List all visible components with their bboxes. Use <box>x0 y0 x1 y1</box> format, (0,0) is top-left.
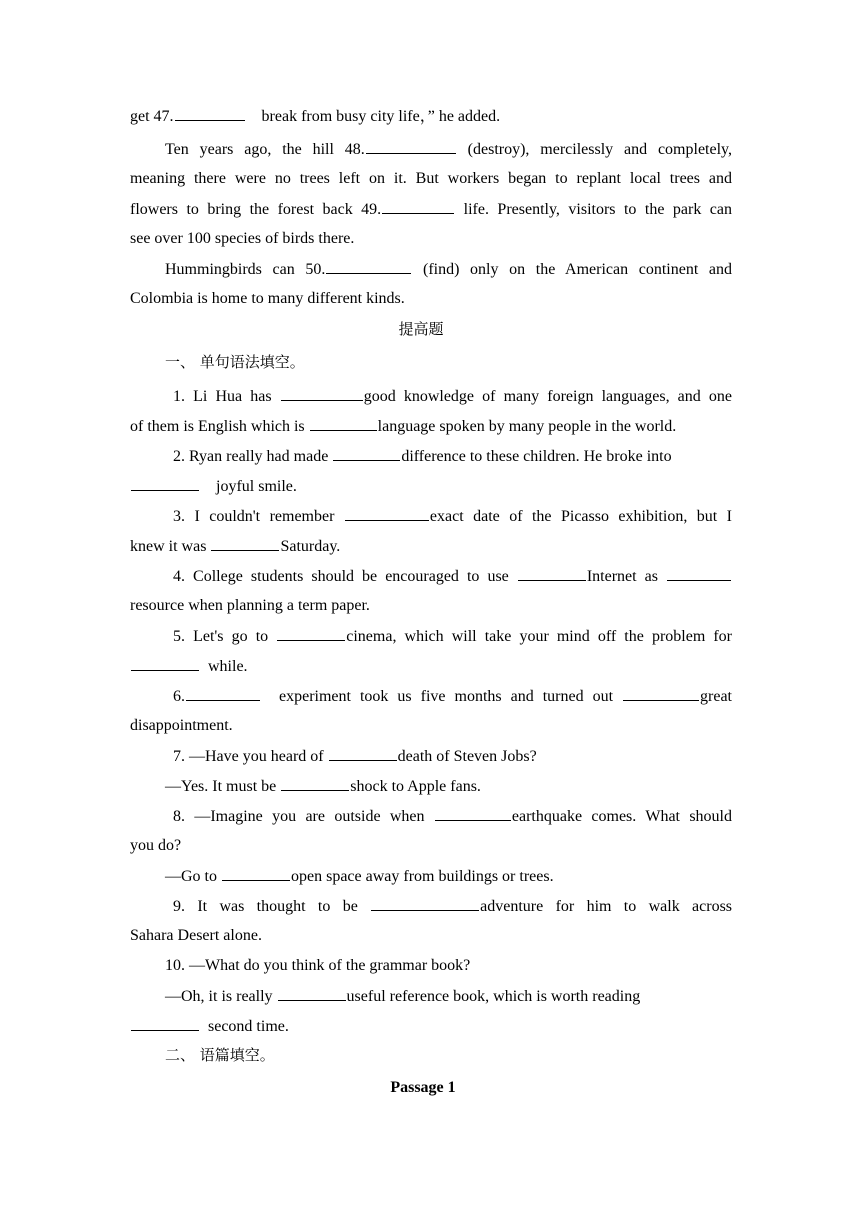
text-line: Colombia is home to many different kinds. <box>130 290 405 307</box>
fill-blank[interactable] <box>333 446 400 461</box>
question-7 <box>130 746 775 767</box>
question-9 <box>130 896 732 917</box>
text: 5. Let's go to <box>173 628 269 645</box>
fill-blank[interactable] <box>131 656 199 671</box>
fill-blank[interactable] <box>371 896 479 911</box>
text-line: meaning there were no trees left on it. But workers began to replant local trees and <box>130 170 732 187</box>
text: earthquake comes. What should <box>511 808 733 825</box>
question-5 <box>130 626 732 647</box>
text: great <box>700 688 732 705</box>
question-9-cont: Sahara Desert alone. <box>130 927 262 944</box>
fill-blank[interactable] <box>310 416 377 431</box>
fill-blank[interactable] <box>281 776 349 791</box>
fill-blank[interactable] <box>222 866 290 881</box>
text: shock to Apple fans. <box>350 778 481 795</box>
question-7-cont <box>130 776 767 797</box>
text: of them is English which is <box>130 418 305 435</box>
fill-blank[interactable] <box>435 806 511 821</box>
text: 3. I couldn't remember <box>173 508 335 525</box>
passage-title: Passage 1 <box>390 1079 456 1096</box>
question-5-cont <box>130 656 732 677</box>
text-line <box>130 139 732 160</box>
text: 6. <box>173 688 185 705</box>
text: Internet as <box>586 568 658 585</box>
text: (destroy), mercilessly and completely, <box>467 141 733 158</box>
text: 2. Ryan really had made <box>173 448 329 465</box>
question-1 <box>130 386 732 407</box>
text: exact date of the Picasso exhibition, but I <box>429 508 733 525</box>
question-3-cont <box>130 536 732 557</box>
fill-blank[interactable] <box>329 746 397 761</box>
section-title: 二、 语篇填空。 <box>165 1046 275 1064</box>
text: death of Steven Jobs? <box>397 748 537 765</box>
fill-blank[interactable] <box>667 566 731 581</box>
text: joyful smile. <box>216 478 297 495</box>
fill-blank-47[interactable] <box>175 106 245 121</box>
text: 7. —Have you heard of <box>173 748 324 765</box>
text: good knowledge of many foreign languages, and one <box>363 388 733 405</box>
text: —Go to <box>165 868 217 885</box>
text: 9. It was thought to be <box>173 898 358 915</box>
question-10-answer <box>130 986 767 1007</box>
text: cinema, which will take your mind off the problem for <box>346 628 733 645</box>
text: knew it was <box>130 538 207 555</box>
question-4 <box>130 566 732 587</box>
fill-blank[interactable] <box>211 536 279 551</box>
fill-blank[interactable] <box>277 626 345 641</box>
fill-blank-48[interactable] <box>366 139 456 154</box>
text-line <box>130 199 732 220</box>
fill-blank[interactable] <box>281 386 363 401</box>
text: Ten years ago, the hill 48. <box>165 141 365 158</box>
text: 1. Li Hua has <box>173 388 272 405</box>
text: language spoken by many people in the world. <box>377 418 677 435</box>
section-title: 一、 单句语法填空。 <box>165 353 305 371</box>
question-8-answer <box>130 866 767 887</box>
text: (find) only on the American continent and <box>423 261 733 278</box>
text: open space away from buildings or trees. <box>291 868 554 885</box>
text-line <box>130 106 732 127</box>
text: while. <box>208 658 248 675</box>
text: —Oh, it is really <box>165 988 273 1005</box>
question-6 <box>130 686 732 707</box>
question-10-cont <box>130 1016 732 1037</box>
text: difference to these children. He broke into <box>401 448 672 465</box>
fill-blank[interactable] <box>131 476 199 491</box>
question-2-cont <box>130 476 732 497</box>
text: adventure for him to walk across <box>480 898 733 915</box>
question-8-cont: you do? <box>130 837 182 854</box>
text: break from busy city life，” he added. <box>261 108 501 125</box>
question-1-cont <box>130 416 732 437</box>
fill-blank-50[interactable] <box>326 259 411 274</box>
fill-blank[interactable] <box>186 686 260 701</box>
question-4-cont: resource when planning a term paper. <box>130 597 370 614</box>
text: experiment took us five months and turned out <box>279 688 614 705</box>
fill-blank[interactable] <box>518 566 586 581</box>
question-2 <box>130 446 775 467</box>
text-line <box>130 259 732 280</box>
text: flowers to bring the forest back 49. <box>130 201 382 218</box>
text: get 47. <box>130 108 174 125</box>
fill-blank-49[interactable] <box>382 199 454 214</box>
text: useful reference book, which is worth reading <box>346 988 641 1005</box>
text: 4. College students should be encouraged to use <box>173 568 509 585</box>
section-heading: 提高题 <box>398 320 444 338</box>
question-8 <box>130 806 732 827</box>
fill-blank[interactable] <box>131 1016 199 1031</box>
text: Saturday. <box>280 538 341 555</box>
fill-blank[interactable] <box>278 986 346 1001</box>
text: 8. —Imagine you are outside when <box>173 808 425 825</box>
text: Hummingbirds can 50. <box>165 261 326 278</box>
question-3 <box>130 506 732 527</box>
question-6-cont: disappointment. <box>130 717 233 734</box>
question-10: 10. —What do you think of the grammar book? <box>165 957 471 974</box>
text: —Yes. It must be <box>165 778 277 795</box>
fill-blank[interactable] <box>345 506 429 521</box>
text: life. Presently, visitors to the park can <box>463 201 732 218</box>
text-line: see over 100 species of birds there. <box>130 230 355 247</box>
fill-blank[interactable] <box>623 686 699 701</box>
text: second time. <box>208 1018 289 1035</box>
